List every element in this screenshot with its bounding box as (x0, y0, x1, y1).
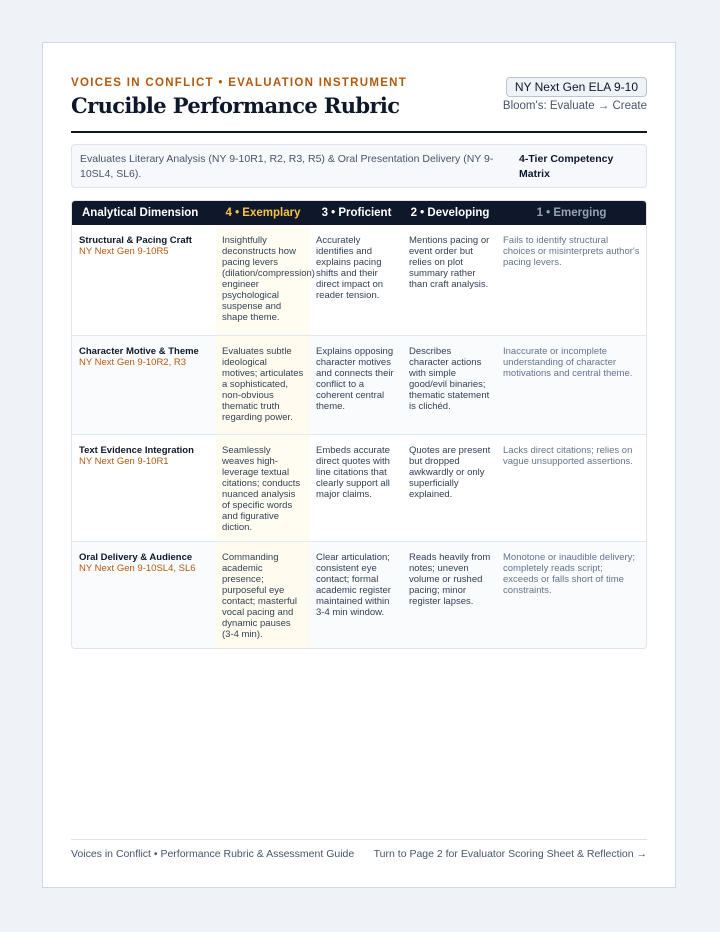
footer-next-page: Turn to Page 2 for Evaluator Scoring Sheet & Reflection → (373, 848, 647, 860)
dimension-standard: NY Next Gen 9-10R5 (79, 246, 169, 257)
col-header-proficient: 3 • Proficient (310, 201, 403, 225)
dimension-name: Structural & Pacing Craft (79, 235, 192, 246)
dimension-name: Oral Delivery & Audience (79, 551, 193, 563)
standard-badge: NY Next Gen ELA 9-10 (506, 77, 647, 97)
exemplary-cell: Commanding academic presence; purposeful eye contact; masterful vocal pacing and dynamic pauses (3-4 min). (216, 541, 310, 648)
proficient-cell: Explains opposing character motives and connects their conflict to a coherent central theme. (310, 335, 403, 434)
col-header-dimension: Analytical Dimension (72, 201, 216, 225)
table-row (72, 434, 646, 541)
dimension-name: Text Evidence Integration (79, 444, 194, 456)
proficient-cell: Accurately identifies and explains pacing shifts and their direct impact on reader tension. (316, 235, 384, 301)
dimension-name: Character Motive & Theme (79, 345, 199, 357)
dimension-cell (72, 225, 216, 335)
kicker: VOICES IN CONFLICT • EVALUATION INSTRUMENT (71, 77, 408, 89)
table-row (72, 225, 646, 335)
exemplary-cell: Seamlessly weaves high-leverage textual citations; conducts nuanced analysis of specific words and figurative diction. (216, 434, 310, 541)
dimension-cell (72, 335, 216, 434)
developing-cell: Mentions pacing or event order but relies on plot summary rather than craft analysis. (409, 235, 490, 290)
title-divider (71, 131, 647, 133)
footer-title: Voices in Conflict • Performance Rubric & Assessment Guide (71, 848, 355, 860)
dimension-cell (72, 434, 216, 541)
col-header-emerging: 1 • Emerging (497, 201, 646, 225)
rubric-table-container (71, 200, 647, 649)
exemplary-cell: Insightfully deconstructs how pacing levers (dilation/compression) engineer psychological suspense and shape theme. (216, 225, 310, 335)
col-header-exemplary: 4 • Exemplary (216, 201, 310, 225)
table-row (72, 541, 646, 648)
emerging-cell: Monotone or inaudible delivery; completely reads script; exceeds or falls short of time constraints. (497, 541, 646, 648)
rubric-table (72, 201, 646, 648)
dimension-cell (72, 541, 216, 648)
developing-cell: Quotes are present but dropped awkwardly or only superficially explained. (403, 434, 497, 541)
summary-box (71, 144, 647, 188)
exemplary-cell: Evaluates subtle ideological motives; articulates a sophisticated, non-obvious thematic truth regarding power. (216, 335, 310, 434)
rubric-page (42, 42, 676, 888)
header-row (72, 201, 646, 225)
table-row (72, 335, 646, 434)
emerging-cell: Fails to identify structural choices or misinterprets author's pacing levers. (503, 235, 640, 268)
developing-cell: Describes character actions with simple good/evil binaries; thematic statement is clichéd. (403, 335, 497, 434)
emerging-cell: Lacks direct citations; relies on vague unsupported assertions. (497, 434, 646, 541)
dimension-standard: NY Next Gen 9-10SL4, SL6 (79, 562, 196, 574)
tier-label: 4-Tier Competency Matrix (519, 153, 614, 180)
developing-cell: Reads heavily from notes; uneven volume or rushed pacing; minor register lapses. (403, 541, 497, 648)
page-title: Crucible Performance Rubric (71, 93, 400, 118)
bloom-level: Bloom's: Evaluate → Create (502, 100, 647, 112)
dimension-standard: NY Next Gen 9-10R2, R3 (79, 356, 187, 368)
proficient-cell: Embeds accurate direct quotes with line citations that clearly support all major claims. (310, 434, 403, 541)
summary-text: Evaluates Literary Analysis (NY 9-10R1, R2, R3, R5) & Oral Presentation Delivery (NY 9-10SL4, SL6). (80, 153, 494, 180)
col-header-developing: 2 • Developing (403, 201, 497, 225)
footer-divider (71, 839, 647, 840)
proficient-cell: Clear articulation; consistent eye contact; formal academic register maintained within 3-4 min window. (310, 541, 403, 648)
emerging-cell: Inaccurate or incomplete understanding of character motivations and central theme. (497, 335, 646, 434)
dimension-standard: NY Next Gen 9-10R1 (79, 455, 169, 467)
